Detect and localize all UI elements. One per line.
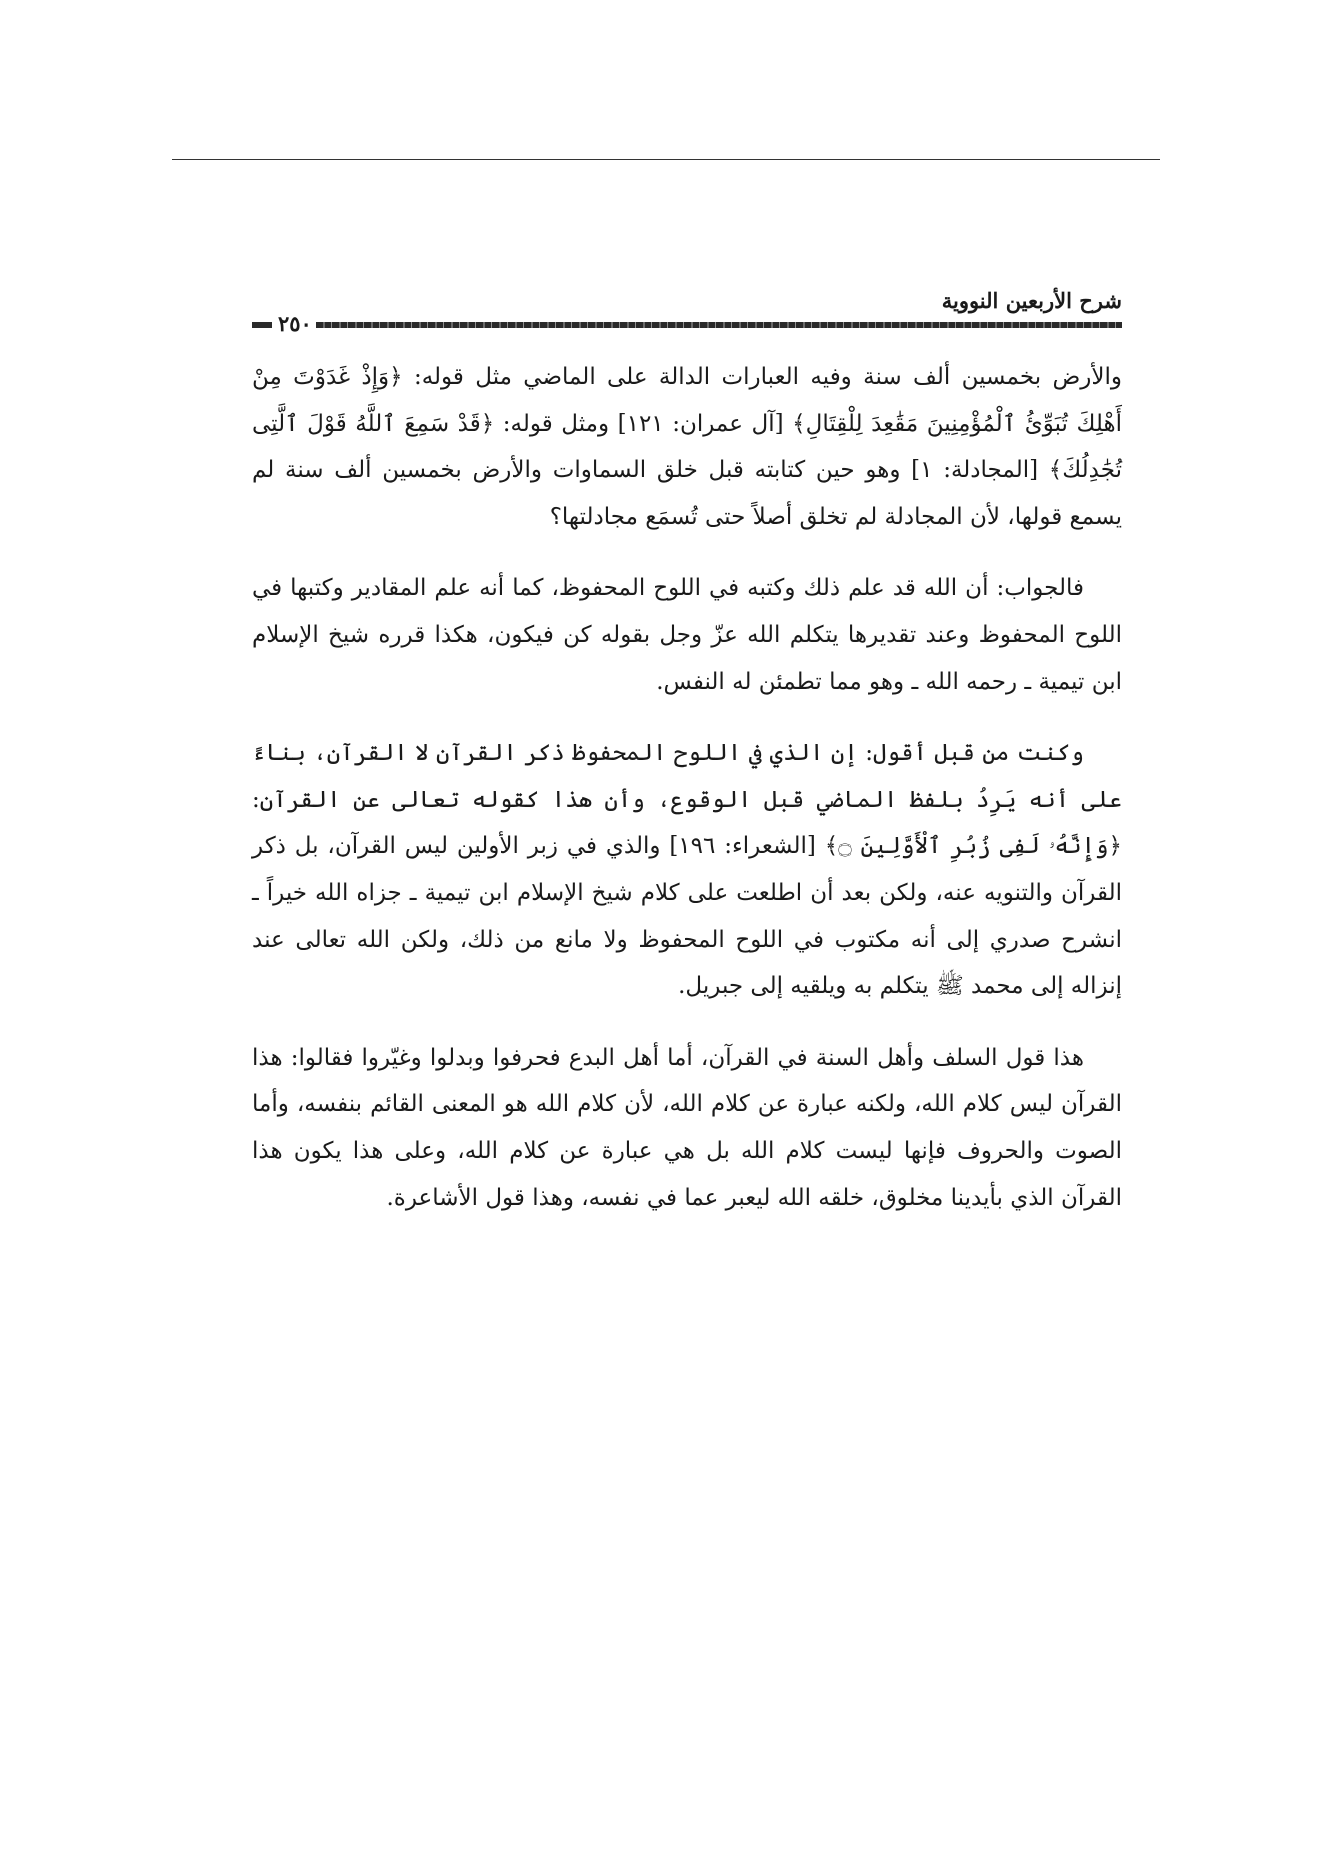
- page-number-mark: [252, 322, 272, 328]
- paragraph-4: هذا قول السلف وأهل السنة في القرآن، أما أهل البدع فحرفوا وبدلوا وغيّروا فقالوا: هذا القرآن ليس كلام الله، ولكنه عبارة عن كلام الله، لأن كلام الله هو المعنى القائم بنفسه، وأما الصوت والحروف فإنها ليست كلام الله بل هي عبارة عن كلام الله، وعلى هذا يكون هذا القرآن الذي بأيدينا مخلوق، خلقه الله ليعبر عما في نفسه، وهذا قول الأشاعرة.: [252, 1044, 1122, 1211]
- page-number: ٢٥٠: [278, 311, 312, 336]
- paragraph-2: فالجواب: أن الله قد علم ذلك وكتبه في اللوح المحفوظ، كما أنه علم المقادير وكتبها في اللوح المحفوظ وعند تقديرها يتكلم الله عزّ وجل بقوله كن فيكون، هكذا قرره شيخ الإسلام ابن تيمية ـ رحمه الله ـ وهو مما تطمئن له النفس.: [252, 575, 1122, 695]
- page-body: [252, 354, 1122, 1221]
- paragraph-1: والأرض بخمسين ألف سنة وفيه العبارات الدالة على الماضي مثل قوله: ﴿وَإِذْ غَدَوْتَ مِنْ أَهْلِكَ تُبَوِّئُ ٱلْمُؤْمِنِينَ مَقَٰعِدَ لِلْقِتَالِ﴾ [آل عمران: ١٢١] ومثل قوله: ﴿قَدْ سَمِعَ ٱللَّهُ قَوْلَ ٱلَّتِى تُجَٰدِلُكَ﴾ [المجادلة: ١] وهو حين كتابته قبل خلق السماوات والأرض بخمسين ألف سنة لم يسمع قولها، لأن المجادلة لم تخلق أصلاً حتى تُسمَع مجادلتها؟: [252, 364, 1122, 530]
- paragraph-3: وكنت من قبل أقول: إن الذي في اللوح المحفوظ ذكر القرآن لا القرآن، بناءً على أنه يَرِدُ بلفظ الماضي قبل الوقوع، وأن هذا كقوله تعالى عن القرآن: ﴿وَإِنَّهُۥ لَفِى زُبُرِ ٱلْأَوَّلِينَ ۝﴾ [الشعراء: ١٩٦] والذي في زبر الأولين ليس القرآن، بل ذكر القرآن والتنويه عنه، ولكن بعد أن اطلعت على كلام شيخ الإسلام ابن تيمية ـ جزاه الله خيراً ـ انشرح صدري إلى أنه مكتوب في اللوح المحفوظ ولا مانع من ذلك، ولكن الله تعالى عند إنزاله إلى محمد ﷺ يتكلم به ويلقيه إلى جبريل.: [252, 740, 1122, 1000]
- top-divider: [172, 159, 1160, 160]
- running-header: [252, 288, 1122, 342]
- header-rule: [252, 322, 1122, 328]
- book-title: شرح الأربعين النووية: [941, 288, 1122, 313]
